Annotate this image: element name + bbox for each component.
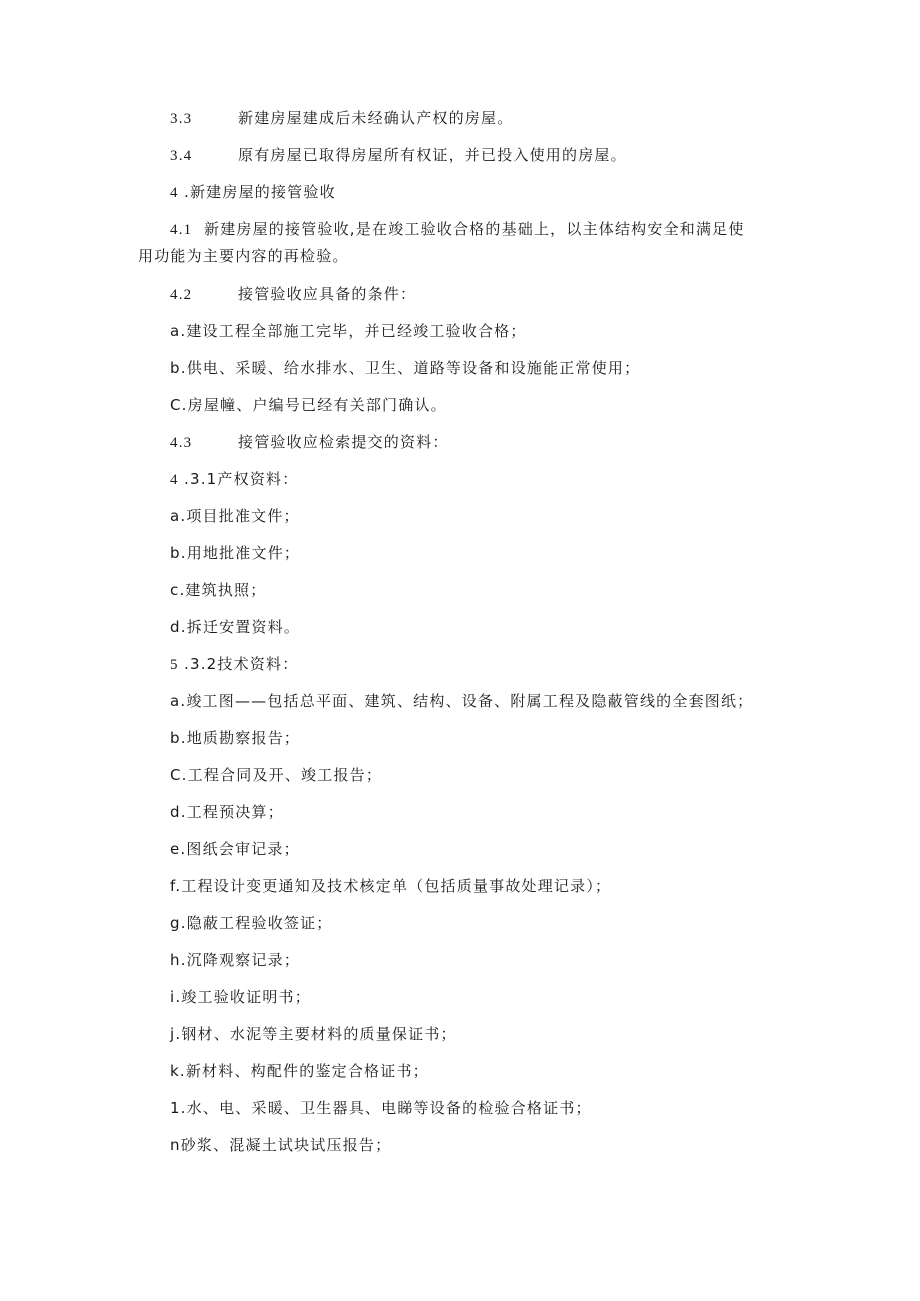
section-number: 3.4 bbox=[170, 148, 193, 164]
section-number: 5 bbox=[170, 657, 179, 673]
section-number: 4.2 bbox=[170, 287, 193, 303]
list-item bbox=[170, 838, 300, 860]
paragraph-text: 原有房屋已取得房屋所有权证，并已投入使用的房屋。 bbox=[238, 146, 627, 164]
paragraph-text: 新建房屋建成后未经确认产权的房屋。 bbox=[238, 109, 514, 127]
list-item-text: h.沉降观察记录； bbox=[170, 951, 301, 969]
list-item-text: c.建筑执照； bbox=[170, 581, 267, 599]
heading-text: .3.1产权资料： bbox=[184, 470, 299, 488]
list-item-text: b.供电、采暖、给水排水、卫生、道路等设备和设施能正常使用； bbox=[170, 359, 641, 377]
list-item bbox=[170, 542, 300, 564]
list-item bbox=[170, 1060, 429, 1082]
list-item-text: b.地质勘察报告； bbox=[170, 729, 301, 747]
list-item bbox=[170, 320, 527, 342]
list-item-text: C.房屋幢、户编号已经有关部门确认。 bbox=[170, 396, 447, 414]
list-item bbox=[170, 357, 640, 379]
list-item-text: j.钢材、水泥等主要材料的质量保证书； bbox=[170, 1025, 457, 1043]
paragraph-3-4 bbox=[170, 144, 627, 167]
paragraph-4-1-continued bbox=[138, 245, 349, 267]
paragraph-text-continued: 用功能为主要内容的再检验。 bbox=[138, 247, 349, 265]
list-item bbox=[170, 394, 447, 416]
list-item bbox=[170, 801, 284, 823]
list-item bbox=[170, 986, 311, 1008]
list-item bbox=[170, 579, 266, 601]
subsection-heading bbox=[170, 653, 298, 676]
list-item bbox=[170, 875, 611, 897]
list-item bbox=[170, 690, 753, 712]
section-number: 3.3 bbox=[170, 111, 193, 127]
paragraph-4-2 bbox=[170, 283, 416, 306]
list-item-text: k.新材料、构配件的鉴定合格证书； bbox=[170, 1062, 429, 1080]
section-number: 4.1 bbox=[170, 222, 193, 238]
list-item-text: g.隐蔽工程验收签证； bbox=[170, 914, 333, 932]
list-item-text: a.建设工程全部施工完毕，并已经竣工验收合格； bbox=[170, 322, 527, 340]
section-number: 4 bbox=[170, 185, 179, 201]
heading-text: .3.2技术资料： bbox=[184, 655, 299, 673]
list-item-text: b.用地批准文件； bbox=[170, 544, 301, 562]
list-item bbox=[170, 764, 382, 786]
list-item-text: C.工程合同及开、竣工报告； bbox=[170, 766, 383, 784]
paragraph-3-3 bbox=[170, 107, 513, 130]
paragraph-4-1 bbox=[170, 218, 745, 241]
paragraph-4-3 bbox=[170, 431, 449, 454]
section-number: 4.3 bbox=[170, 435, 193, 451]
list-item-text: a.项目批准文件； bbox=[170, 507, 300, 525]
list-item-text: n砂浆、混凝土试块试压报告； bbox=[170, 1136, 392, 1154]
list-item bbox=[170, 1097, 592, 1119]
paragraph-text: 新建房屋的接管验收,是在竣工验收合格的基础上，以主体结构安全和满足使 bbox=[204, 220, 745, 238]
list-item bbox=[170, 1023, 457, 1045]
list-item-text: e.图纸会审记录； bbox=[170, 840, 300, 858]
list-item-text: d.拆迁安置资料。 bbox=[170, 618, 301, 636]
list-item-text: i.竣工验收证明书； bbox=[170, 988, 311, 1006]
subsection-heading bbox=[170, 468, 298, 491]
list-item-text: 1.水、电、采暖、卫生器具、电睇等设备的检验合格证书； bbox=[170, 1099, 592, 1117]
paragraph-text: 接管验收应具备的条件： bbox=[238, 285, 417, 303]
list-item bbox=[170, 727, 300, 749]
heading-text: .新建房屋的接管验收 bbox=[184, 183, 336, 201]
list-item-text: d.工程预决算； bbox=[170, 803, 284, 821]
section-number: 4 bbox=[170, 472, 179, 488]
list-item bbox=[170, 505, 300, 527]
list-item-text: f.工程设计变更通知及技术核定单（包括质量事故处理记录）； bbox=[170, 877, 612, 895]
list-item bbox=[170, 949, 300, 971]
list-item bbox=[170, 1134, 391, 1156]
list-item-text: a.竣工图——包括总平面、建筑、结构、设备、附属工程及隐蔽管线的全套图纸； bbox=[170, 692, 754, 710]
list-item bbox=[170, 912, 333, 934]
list-item bbox=[170, 616, 300, 638]
section-heading-4 bbox=[170, 181, 336, 204]
paragraph-text: 接管验收应检索提交的资料： bbox=[238, 433, 449, 451]
